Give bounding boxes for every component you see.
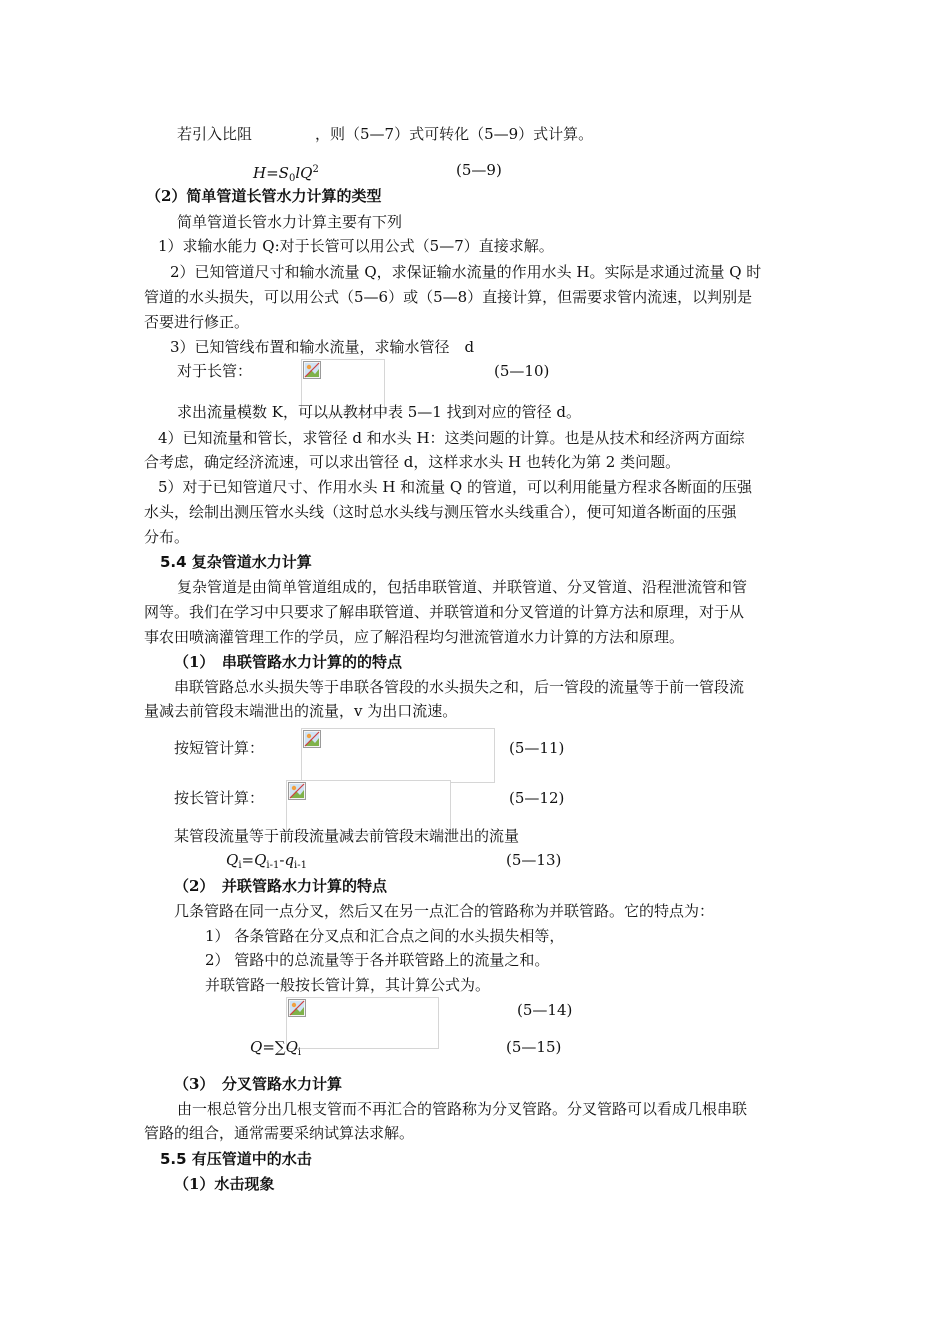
text-line: ，则（5—7）式可转化（5—9）式计算。 bbox=[315, 125, 594, 143]
text-line: 按长管计算： bbox=[174, 789, 265, 807]
text-line: 合考虑，确定经济流速，可以求出管径 d，这样求水头 H 也转化为第 2 类问题。 bbox=[144, 453, 681, 471]
text-line: 对于长管： bbox=[177, 362, 253, 380]
eq-subscript: 0 bbox=[288, 173, 296, 184]
equation-number: (5—9) bbox=[456, 161, 502, 179]
text-line: 管道的水头损失，可以用公式（5—6）或（5—8）直接计算，但需要求管内流速，以判别是 bbox=[144, 288, 753, 306]
text-line: 简单管道长管水力计算主要有下列 bbox=[177, 213, 403, 231]
equation-number: (5—12) bbox=[509, 789, 565, 807]
text-line: 串联管路总水头损失等于串联各管段的水头损失之和，后一管段的流量等于前一管段流 bbox=[174, 678, 745, 696]
list-item: 2） 管路中的总流量等于各并联管路上的流量之和。 bbox=[205, 951, 550, 969]
text-line: 3）已知管线布置和输水流量，求输水管径 d bbox=[170, 338, 475, 356]
text-line: 5）对于已知管道尺寸、作用水头 H 和流量 Q 的管道，可以利用能量方程求各断面的压强 bbox=[158, 478, 752, 496]
text-line: 复杂管道是由简单管道组成的，包括串联管道、并联管道、分叉管道、沿程泄流管和管 bbox=[177, 578, 748, 596]
eq-symbol: H bbox=[253, 164, 267, 182]
list-item: 1） 各条管路在分叉点和汇合点之间的水头损失相等， bbox=[205, 927, 565, 945]
text-line: 并联管路一般按长管计算，其计算公式为。 bbox=[205, 976, 491, 994]
equation-number: (5—13) bbox=[506, 851, 562, 869]
eq-symbol: - bbox=[279, 851, 285, 869]
broken-image-icon bbox=[288, 782, 306, 800]
text-line: 几条管路在同一点分叉，然后又在另一点汇合的管路称为并联管路。它的特点为： bbox=[174, 902, 715, 920]
eq-symbol: = bbox=[266, 164, 279, 182]
eq-symbol: Q bbox=[254, 851, 267, 869]
eq-subscript: i bbox=[297, 1047, 302, 1058]
equation-5-9 bbox=[253, 160, 319, 189]
eq-symbol: Q bbox=[226, 851, 239, 869]
formula-image-frame bbox=[286, 997, 439, 1049]
text-line: 量减去前管段末端泄出的流量，v 为出口流速。 bbox=[144, 702, 458, 720]
eq-superscript: 2 bbox=[312, 164, 319, 175]
equation-number: (5—14) bbox=[517, 1001, 573, 1019]
eq-symbol: S bbox=[278, 164, 289, 182]
subsection-heading: （2） 并联管路水力计算的特点 bbox=[174, 877, 387, 895]
broken-image-icon bbox=[303, 730, 321, 748]
section-heading: 5.5 有压管道中的水击 bbox=[160, 1150, 312, 1168]
text-line: 事农田喷滴灌管理工作的学员，应了解沿程均匀泄流管道水力计算的方法和原理。 bbox=[144, 628, 685, 646]
eq-subscript: i-1 bbox=[266, 860, 280, 871]
eq-subscript: i-1 bbox=[294, 860, 307, 871]
equation-5-13 bbox=[226, 850, 307, 876]
eq-symbol: = bbox=[241, 851, 255, 869]
text-line: 由一根总管分出几根支管而不再汇合的管路称为分叉管路。分叉管路可以看成几根串联 bbox=[177, 1100, 748, 1118]
text-line: 水头，绘制出测压管水头线（这时总水头线与测压管水头线重合），便可知道各断面的压强 bbox=[144, 503, 737, 521]
text-line: 按短管计算： bbox=[174, 739, 265, 757]
text-line: 分布。 bbox=[144, 528, 190, 546]
subsection-heading: （3） 分叉管路水力计算 bbox=[174, 1075, 342, 1093]
text-line: 1）求输水能力 Q:对于长管可以用公式（5—7）直接求解。 bbox=[158, 237, 554, 255]
text-line: 4）已知流量和管长，求管径 d 和水头 H：这类问题的计算。也是从技术和经济两方面综 bbox=[158, 429, 745, 447]
eq-symbol: Q bbox=[285, 1038, 298, 1056]
formula-image-frame bbox=[301, 728, 495, 783]
equation-number: (5—10) bbox=[494, 362, 550, 380]
text-line: 某管段流量等于前段流量减去前管段末端泄出的流量 bbox=[174, 827, 520, 845]
eq-subscript: i bbox=[238, 860, 242, 871]
broken-image-icon bbox=[303, 361, 321, 379]
eq-symbol: = bbox=[262, 1038, 275, 1056]
eq-symbol: lQ bbox=[295, 164, 313, 182]
eq-symbol: Q bbox=[250, 1038, 263, 1056]
text-line: 否要进行修正。 bbox=[144, 313, 250, 331]
equation-number: (5—15) bbox=[506, 1038, 562, 1056]
section-heading: 5.4 复杂管道水力计算 bbox=[160, 553, 312, 571]
text-line: 求出流量模数 K，可以从教材中表 5—1 找到对应的管径 d。 bbox=[177, 403, 581, 421]
subsection-heading: （1）水击现象 bbox=[174, 1175, 275, 1193]
text-line: 2）已知管道尺寸和输水流量 Q，求保证输水流量的作用水头 H。实际是求通过流量 Q 时 bbox=[170, 263, 762, 281]
text-line: 网等。我们在学习中只要求了解串联管道、并联管道和分叉管道的计算方法和原理，对于从 bbox=[144, 603, 745, 621]
text-line: 管路的组合，通常需要采纳试算法求解。 bbox=[144, 1124, 415, 1142]
eq-symbol: q bbox=[284, 851, 295, 869]
equation-number: (5—11) bbox=[509, 739, 565, 757]
eq-symbol: ∑ bbox=[274, 1038, 286, 1056]
equation-5-15 bbox=[250, 1037, 301, 1063]
text-line: 若引入比阻 bbox=[177, 125, 253, 143]
section-heading: （2）简单管道长管水力计算的类型 bbox=[146, 187, 382, 205]
subsection-heading: （1） 串联管路水力计算的的特点 bbox=[174, 653, 402, 671]
broken-image-icon bbox=[288, 999, 306, 1017]
